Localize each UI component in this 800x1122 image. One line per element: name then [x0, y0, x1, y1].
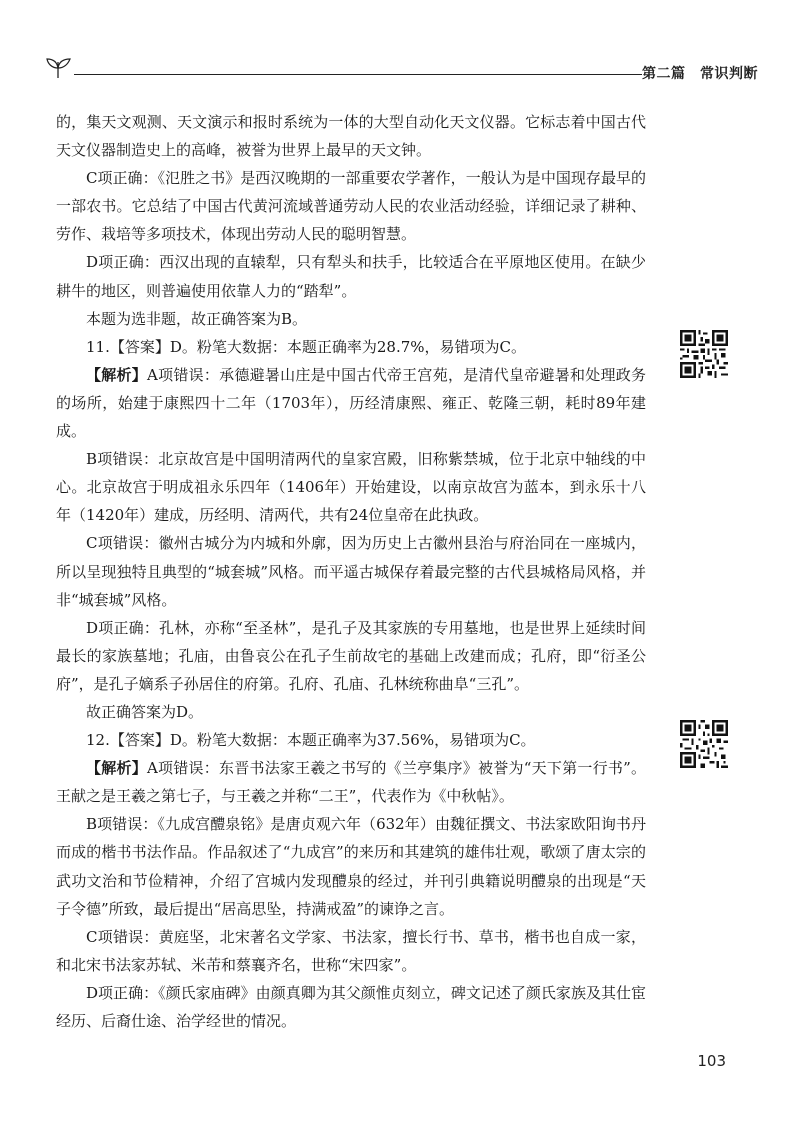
- analysis-label: 【解析】: [86, 759, 147, 778]
- q12-analysis-a: [56, 754, 646, 810]
- paragraph-option-c: C项正确：《氾胜之书》是西汉晚期的一部重要农学著作，一般认为是中国现存最早的一部农书。它总结了中国古代黄河流域普通劳动人民的农业活动经验，详细记录了耕种、劳作、栽培等多项技术，体现出劳动人民的聪明智慧。: [56, 169, 646, 244]
- q11-answer: 11.【答案】D。粉笔大数据：本题正确率为28.7%，易错项为C。: [86, 337, 527, 356]
- q12-answer: 12.【答案】D。粉笔大数据：本题正确率为37.56%，易错项为C。: [86, 731, 536, 750]
- paragraph-continuation: 的，集天文观测、天文演示和报时系统为一体的大型自动化天文仪器。它标志着中国古代天文仪器制造史上的高峰，被誉为世界上最早的天文钟。: [56, 113, 646, 160]
- sprout-leaf-icon: [44, 56, 74, 80]
- q12-analysis-c: C项错误：黄庭坚，北宋著名文学家、书法家，擅长行书、草书，楷书也自成一家，和北宋书法家苏轼、米芾和蔡襄齐名，世称“宋四家”。: [56, 927, 646, 974]
- page-header: [40, 56, 760, 86]
- analysis-label: 【解析】: [86, 365, 148, 384]
- q12-a-text: A项错误：东晋书法家王羲之书写的《兰亭集序》被誉为“天下第一行书”。王献之是王羲之第七子，与王羲之并称“二王”，代表作为《中秋帖》。: [56, 759, 646, 806]
- paragraph-option-d: D项正确：西汉出现的直辕犁，只有犁头和扶手，比较适合在平原地区使用。在缺少耕牛的地区，则普遍使用依靠人力的“踏犁”。: [56, 253, 646, 300]
- q11-final-answer: 故正确答案为D。: [86, 702, 204, 721]
- q12-analysis-d: D项正确：《颜氏家庙碑》由颜真卿为其父颜惟贞刻立，碑文记述了颜氏家族及其仕宦经历、后裔仕途、治学经世的情况。: [56, 983, 646, 1030]
- q11-analysis-b: B项错误：北京故宫是中国明清两代的皇家宫殿，旧称紫禁城，位于北京中轴线的中心。北京故宫于明成祖永乐四年（1406年）开始建设，以南京故宫为蓝本，到永乐十八年（1420年）建成，历经明、清两代，共有24位皇帝在此执政。: [56, 450, 646, 525]
- qr-code-icon[interactable]: [680, 330, 728, 378]
- q11-analysis-c: C项错误：徽州古城分为内城和外廓，因为历史上古徽州县治与府治同在一座城内，所以呈现独特且典型的“城套城”风格。而平遥古城保存着最完整的古代县城格局风格，并非“城套城”风格。: [56, 534, 646, 609]
- qr-code-icon[interactable]: [680, 720, 728, 768]
- q11-analysis-d: D项正确：孔林，亦称“至圣林”，是孔子及其家族的专用墓地，也是世界上延续时间最长的家族墓地；孔庙，由鲁哀公在孔子生前故宅的基础上改建而成；孔府，即“衍圣公府”，是孔子嫡系子孙居住的府第。孔府、孔庙、孔林统称曲阜“三孔”。: [56, 618, 646, 693]
- page-content: [56, 108, 646, 1035]
- q11-analysis-a: [56, 361, 646, 445]
- paragraph-conclusion: 本题为选非题，故正确答案为B。: [86, 309, 308, 328]
- header-title: 第二篇 常识判断: [642, 66, 758, 82]
- q12-analysis-b: B项错误：《九成宫醴泉铭》是唐贞观六年（632年）由魏征撰文、书法家欧阳询书丹而成的楷书书法作品。作品叙述了“九成宫”的来历和其建筑的雄伟壮观，歌颂了唐太宗的武功文治和节俭精神，介绍了宫城内发现醴泉的经过，并刊引典籍说明醴泉的出现是“天子令德”所致，最后提出“居高思坠，持满戒盈”的谏诤之言。: [56, 815, 646, 918]
- q11-a-text: A项错误：承德避暑山庄是中国古代帝王宫苑，是清代皇帝避暑和处理政务的场所，始建于康熙四十二年（1703年），历经清康熙、雍正、乾隆三朝，耗时89年建成。: [56, 365, 646, 441]
- page-number: 103: [697, 1052, 726, 1070]
- header-rule: [74, 74, 642, 75]
